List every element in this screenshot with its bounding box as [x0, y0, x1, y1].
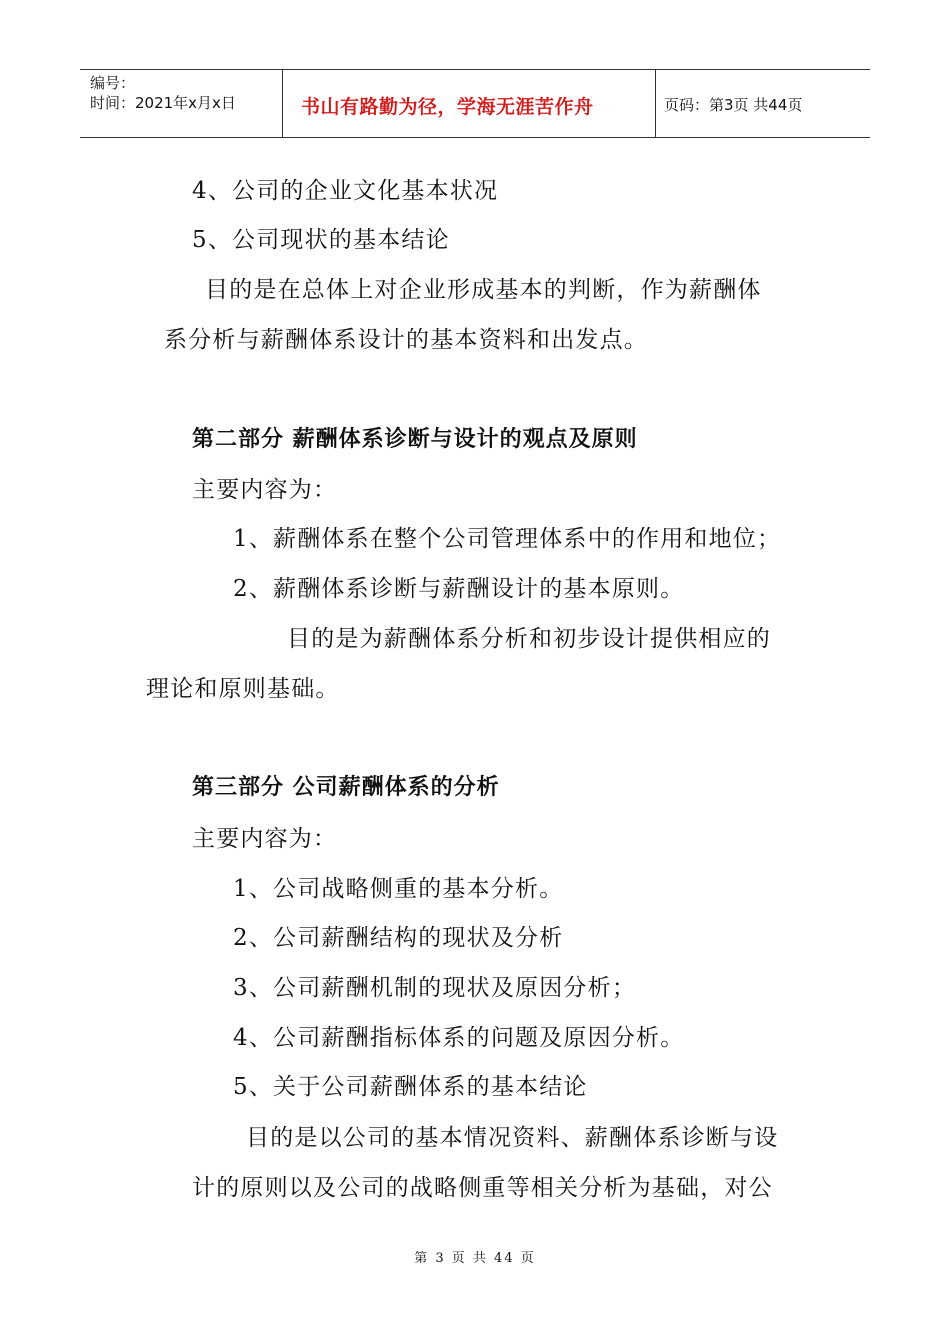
- page-footer: 第 3 页 共 44 页: [414, 1251, 536, 1266]
- document-header: [80, 69, 870, 138]
- body-line: 计的原则以及公司的战略侧重等相关分析为基础，对公: [192, 1175, 773, 1201]
- list-item: 1、薪酬体系在整个公司管理体系中的作用和地位；: [233, 526, 782, 552]
- list-item: 2、薪酬体系诊断与薪酬设计的基本原则。: [233, 576, 685, 602]
- list-item: 4、公司薪酬指标体系的问题及原因分析。: [233, 1025, 685, 1051]
- list-item: 2、公司薪酬结构的现状及分析: [233, 925, 564, 951]
- section-heading-3: 第三部分 公司薪酬体系的分析: [192, 775, 500, 800]
- header-motto-cell: [283, 70, 656, 137]
- section-heading-2: 第二部分 薪酬体系诊断与设计的观点及原则: [192, 427, 638, 452]
- page-label: 页码：第3页 共44页: [664, 96, 803, 114]
- body-line: 目的是在总体上对企业形成基本的判断，作为薪酬体: [205, 277, 762, 303]
- list-item: 5、关于公司薪酬体系的基本结论: [233, 1074, 588, 1100]
- body-line: 4、公司的企业文化基本状况: [192, 178, 499, 204]
- list-item: 1、公司战略侧重的基本分析。: [233, 876, 564, 902]
- body-line: 系分析与薪酬体系设计的基本资料和出发点。: [164, 327, 648, 353]
- header-meta-cell: [80, 70, 283, 137]
- body-line: 理论和原则基础。: [146, 676, 340, 702]
- body-line: 5、公司现状的基本结论: [192, 227, 450, 253]
- number-label: 编号：: [90, 74, 136, 92]
- body-line: 目的是以公司的基本情况资料、薪酬体系诊断与设: [246, 1125, 779, 1151]
- list-item: 3、公司薪酬机制的现状及原因分析；: [233, 975, 637, 1001]
- body-line: 主要内容为：: [192, 826, 338, 852]
- time-label: 时间：2021年x月x日: [90, 94, 236, 112]
- body-line: 目的是为薪酬体系分析和初步设计提供相应的: [287, 626, 771, 652]
- body-line: 主要内容为：: [192, 477, 338, 503]
- motto-text: 书山有路勤为径，学海无涯苦作舟: [301, 96, 594, 118]
- header-page-cell: [656, 70, 870, 137]
